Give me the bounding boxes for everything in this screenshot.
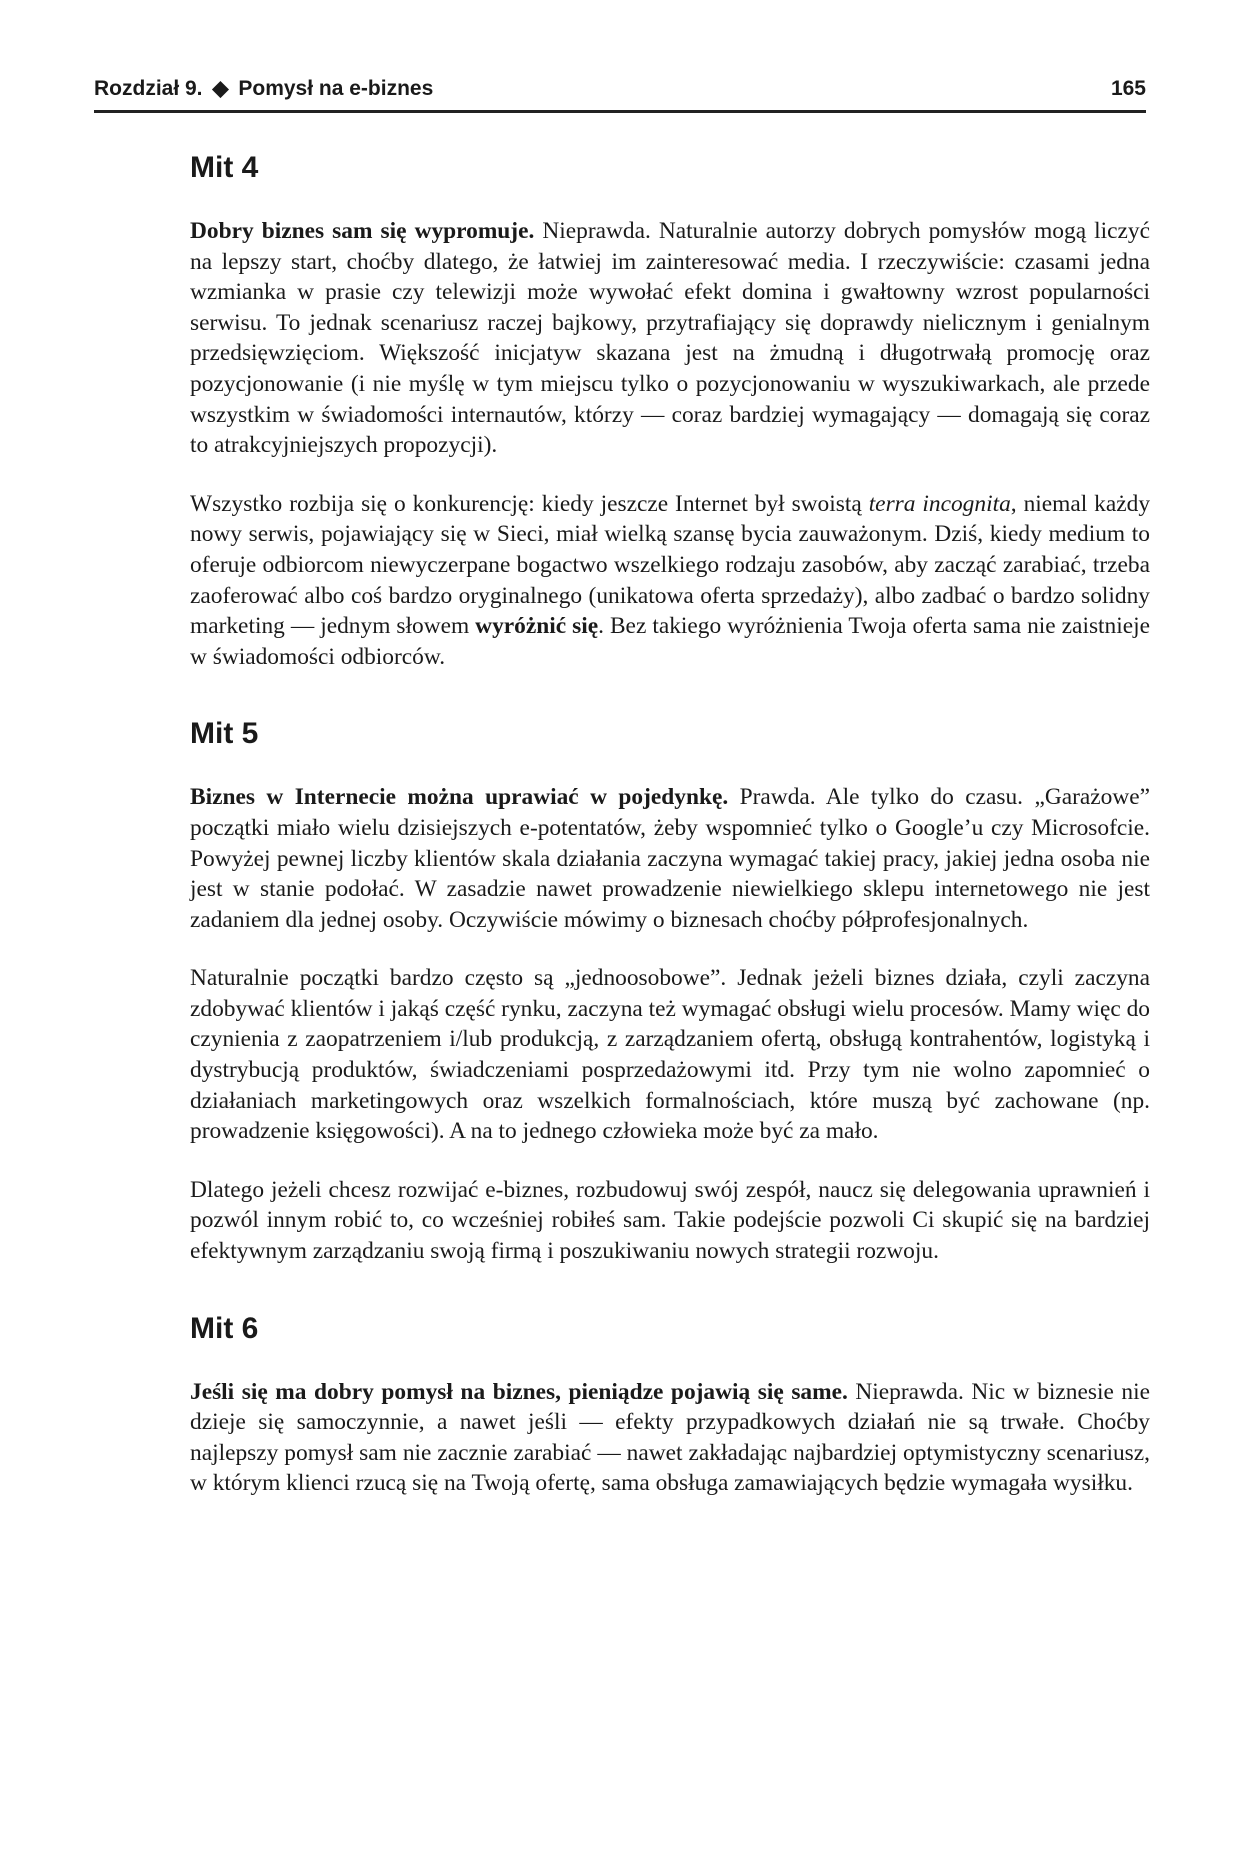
- section-mit-6: [190, 1311, 1150, 1499]
- paragraph: Dlatego jeżeli chcesz rozwijać e-biznes, rozbudowuj swój zespół, naucz się delegowania uprawnień i pozwól innym robić to, co wcześniej robiłeś sam. Takie podejście pozwoli Ci skupić się na bardziej efektywnym zarządzaniu swoją firmą i poszukiwaniu nowych strategii rozwoju.: [190, 1176, 1150, 1265]
- section-heading: Mit 5: [190, 717, 259, 751]
- chapter-number: Rozdział 9.: [94, 77, 203, 100]
- chapter-label: [94, 76, 433, 102]
- page-number: 165: [1110, 77, 1146, 100]
- paragraph: [190, 216, 1150, 461]
- page-body: [190, 150, 1150, 1527]
- paragraph-text: . Bez takiego wyróżnienia Twoja oferta sama nie zaistnieje w świadomości odbiorców.: [190, 613, 1150, 670]
- lead-statement: Jeśli się ma dobry pomysł na biznes, pieniądze pojawią się same.: [190, 1378, 848, 1405]
- paragraph: [190, 489, 1150, 673]
- section-heading: Mit 4: [190, 151, 259, 184]
- italic-phrase: terra incognita: [868, 490, 1011, 517]
- paragraph-text: Wszystko rozbija się o konkurencję: kiedy jeszcze Internet był swoistą: [190, 490, 869, 517]
- paragraph: Naturalnie początki bardzo często są „jednoosobowe”. Jednak jeżeli biznes działa, czyli zaczyna zdobywać klientów i jakąś część rynku, zaczyna też wymagać obsługi wielu procesów. Mamy więc do czynienia z zaopatrzeniem i/lub produkcją, z zarządzaniem ofertą, obsługą kontrahentów, logistyką i dystrybucją produktów, świadczeniami posprzedażowymi itd. Przy tym nie wolno zapomnieć o działaniach marketingowych oraz wszelkich formalnościach, które muszą być zachowane (np. prowadzenie księgowości). A na to jednego człowieka może być za mało.: [190, 965, 1150, 1145]
- bold-phrase: wyróżnić się: [475, 613, 599, 640]
- paragraph-text: Prawda. Ale tylko do czasu. „Garażowe” początki miało wielu dzisiejszych e-potentatów, żeby wspomnieć tylko o Google’u czy Microsofcie. Powyżej pewnej liczby klientów skala działania zaczyna wymagać takiej pracy, jakiej jedna osoba nie jest w stanie podołać. W zasadzie nawet prowadzenie niewielkiego sklepu internetowego nie jest zadaniem dla jednej osoby. Oczywiście mówimy o biznesach choćby półprofesjonalnych.: [190, 784, 1150, 933]
- paragraph: [190, 782, 1150, 935]
- running-header: [94, 76, 1146, 113]
- lead-statement: Dobry biznes sam się wypromuje.: [190, 218, 535, 244]
- section-mit-4: [190, 150, 1150, 672]
- paragraph-text: , niemal każdy nowy serwis, pojawiający się w Sieci, miał wielką szansę bycia zauważonym. Dziś, kiedy medium to oferuje odbiorcom niewyczerpane bogactwo wszelkiego rodzaju zasobów, aby zacząć zarabiać, trzeba zaoferować albo coś bardzo oryginalnego (unikatowa oferta sprzedaży), albo zadbać o bardzo solidny marketing — jednym słowem: [190, 490, 1151, 640]
- section-mit-5: [190, 716, 1150, 1266]
- diamond-icon: ◆: [212, 77, 229, 100]
- paragraph: [190, 1377, 1150, 1499]
- chapter-title: Pomysł na e-biznes: [238, 77, 434, 100]
- paragraph-text: Nieprawda. Nic w biznesie nie dzieje się samoczynnie, a nawet jeśli — efekty przypadkowych działań nie są trwałe. Choćby najlepszy pomysł sam nie zacznie zarabiać — nawet zakładając najbardziej optymistyczny scenariusz, w którym klienci rzucą się na Twoją ofertę, sama obsługa zamawiających będzie wymagała wysiłku.: [190, 1378, 1150, 1497]
- lead-statement: Biznes w Internecie można uprawiać w pojedynkę.: [190, 784, 729, 811]
- paragraph-text: Nieprawda. Naturalnie autorzy dobrych pomysłów mogą liczyć na lepszy start, choćby dlatego, że łatwiej im zainteresować media. I rzeczywiście: czasami jedna wzmianka w prasie czy telewizji może wywołać efekt domina i gwałtowny wzrost popularności serwisu. To jednak scenariusz raczej bajkowy, przytrafiający się doprawdy nielicznym i genialnym przedsięwzięciom. Większość inicjatyw skazana jest na żmudną i długotrwałą promocję oraz pozycjonowanie (i nie myślę w tym miejscu tylko o pozycjonowaniu w wyszukiwarkach, ale przede wszystkim w świadomości internautów, którzy — coraz bardziej wymagający — domagają się coraz to atrakcyjniejszych propozycji).: [190, 218, 1150, 459]
- section-heading: Mit 6: [190, 1311, 259, 1345]
